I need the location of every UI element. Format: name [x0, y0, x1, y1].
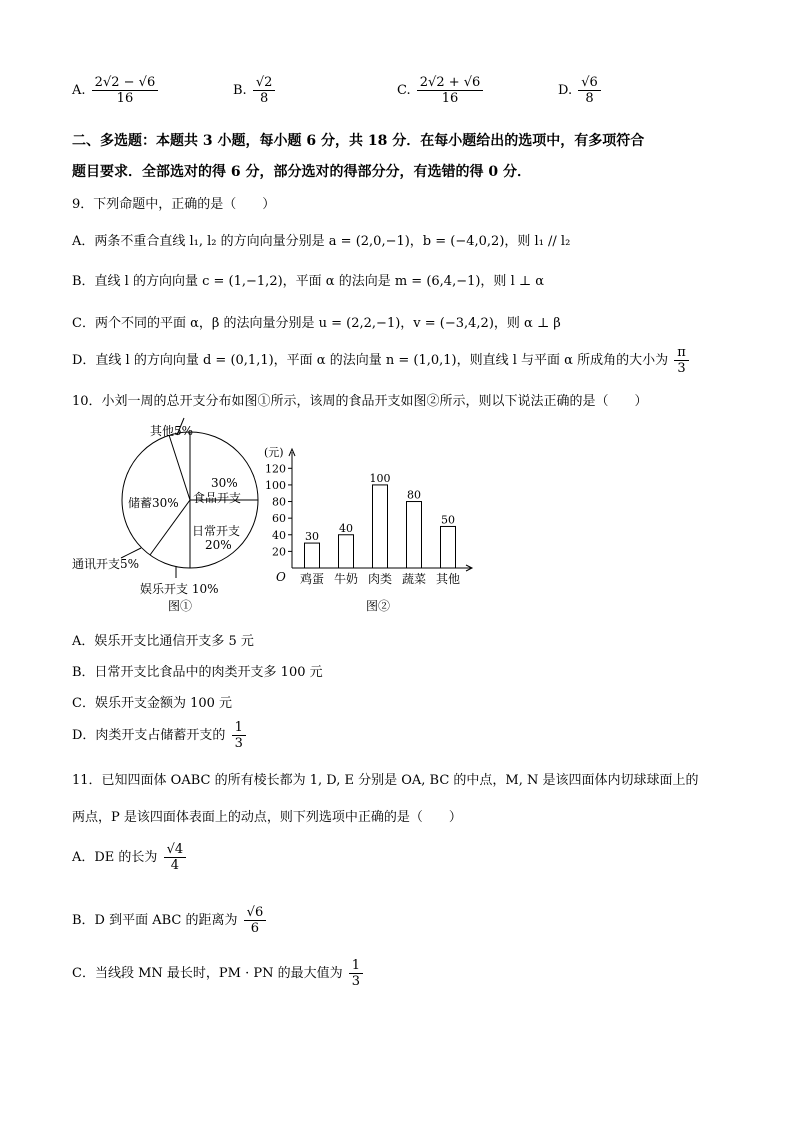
q10-option-d: D．肉类开支占储蓄开支的 $\frac{1}{3}$ [72, 720, 248, 751]
pie-label-ent: 娱乐开支 10% [140, 582, 219, 596]
q8-a-fraction: $\frac{2√2 - √6}{16}$ [92, 75, 159, 106]
q9-stem: 9．下列命题中，正确的是（ ） [72, 197, 276, 212]
x-category-label: 牛奶 [333, 572, 359, 586]
pie-label-daily: 日常开支 [192, 524, 241, 538]
section2-line1: 二、多选题：本题共 3 小题，每小题 6 分，共 18 分．在每小题给出的选项中，有多项符合 [72, 133, 645, 149]
pie-label-food: 食品开支 [193, 491, 242, 505]
pie-divider [169, 435, 190, 500]
y-tick-label: 80 [272, 495, 286, 509]
x-category-label: 其他 [435, 572, 461, 586]
q11-option-a: A．DE 的长为 $\frac{√4}{4}$ [72, 842, 188, 873]
q11-option-b: B．D 到平面 ABC 的距离为 $\frac{√6}{6}$ [72, 905, 268, 936]
q10-stem: 10．小刘一周的总开支分布如图①所示，该周的食品开支如图②所示，则以下说法正确的是（ ） [72, 394, 648, 409]
bar-value-label: 40 [339, 521, 353, 535]
bar [339, 535, 354, 568]
bar [373, 485, 388, 568]
q11-stem-line2: 两点，P 是该四面体表面上的动点，则下列选项中正确的是（ ） [72, 810, 462, 825]
q11-b-fraction: $\frac{√6}{6}$ [244, 905, 267, 936]
q9-option-d: D．直线 l 的方向向量 d = (0,1,1)，平面 α 的法向量 n = (1,0,1)，则直线 l 与平面 α 所成角的大小为 $\frac{\pi}{3}$ [72, 345, 691, 376]
bar-value-label: 80 [407, 488, 421, 502]
y-tick-label: 100 [265, 478, 286, 492]
fig1-caption: 图① [168, 599, 193, 613]
x-category-label: 蔬菜 [401, 572, 427, 586]
pie-label-comm: 通讯开支5% [72, 557, 140, 571]
q8-option-a: A. $\frac{2√2 - √6}{16}$ [72, 75, 160, 106]
pie-label-daily-pct: 20% [205, 538, 232, 552]
q10-d-fraction: $\frac{1}{3}$ [232, 720, 246, 751]
q11-option-c: C．当线段 MN 最长时，PM · PN 的最大值为 $\frac{1}{3}$ [72, 958, 365, 989]
origin-label: O [276, 570, 286, 584]
y-axis-label: (元) [264, 446, 284, 459]
section2-line2: 题目要求．全部选对的得 6 分，部分选对的得部分分，有选错的得 0 分． [72, 164, 531, 180]
bar [407, 502, 422, 568]
y-tick-label: 120 [265, 462, 286, 476]
bar-chart-figure [262, 440, 477, 615]
pie-label-other: 其他5% [150, 424, 194, 438]
bar [441, 526, 456, 568]
pie-label-savings: 储蓄30% [128, 496, 179, 510]
x-category-label: 鸡蛋 [299, 572, 325, 586]
pie-label-food-pct: 30% [211, 476, 238, 490]
q10-option-a: A．娱乐开支比通信开支多 5 元 [72, 634, 254, 649]
q8-c-fraction: $\frac{2√2 + √6}{16}$ [417, 75, 484, 106]
q9-option-a: A．两条不重合直线 l₁, l₂ 的方向向量分别是 a = (2,0,−1)，b = (−4,0,2)，则 l₁ // l₂ [72, 234, 571, 249]
bar [305, 543, 320, 568]
q8-option-b: B. $\frac{√2}{8}$ [233, 75, 277, 106]
q11-c-fraction: $\frac{1}{3}$ [349, 958, 363, 989]
y-tick-label: 40 [272, 528, 286, 542]
q9-d-fraction: $\frac{\pi}{3}$ [674, 345, 689, 376]
bar-value-label: 50 [441, 513, 455, 527]
q9-option-b: B．直线 l 的方向向量 c = (1,−1,2)，平面 α 的法向是 m = (6,4,−1)，则 l ⊥ α [72, 274, 544, 289]
fig2-caption: 图② [366, 599, 391, 613]
y-tick-label: 60 [272, 512, 286, 526]
q10-option-c: C．娱乐开支金额为 100 元 [72, 696, 233, 711]
q8-b-fraction: $\frac{√2}{8}$ [253, 75, 276, 106]
bar-value-label: 30 [305, 530, 319, 544]
q8-option-c: C. $\frac{2√2 + √6}{16}$ [397, 75, 485, 106]
q8-d-fraction: $\frac{√6}{8}$ [578, 75, 601, 106]
bar-value-label: 100 [369, 471, 391, 485]
pie-chart-figure [68, 415, 268, 620]
y-tick-label: 20 [272, 545, 286, 559]
x-category-label: 肉类 [367, 572, 393, 586]
q9-option-c: C．两个不同的平面 α，β 的法向量分别是 u = (2,2,−1)，v = (−3,4,2)，则 α ⊥ β [72, 316, 561, 331]
q11-stem-line1: 11．已知四面体 OABC 的所有棱长都为 1, D, E 分别是 OA, BC 的中点，M, N 是该四面体内切球球面上的 [72, 773, 699, 788]
q10-option-b: B．日常开支比食品中的肉类开支多 100 元 [72, 665, 323, 680]
q11-a-fraction: $\frac{√4}{4}$ [164, 842, 187, 873]
q8-option-d: D. $\frac{√6}{8}$ [558, 75, 603, 106]
